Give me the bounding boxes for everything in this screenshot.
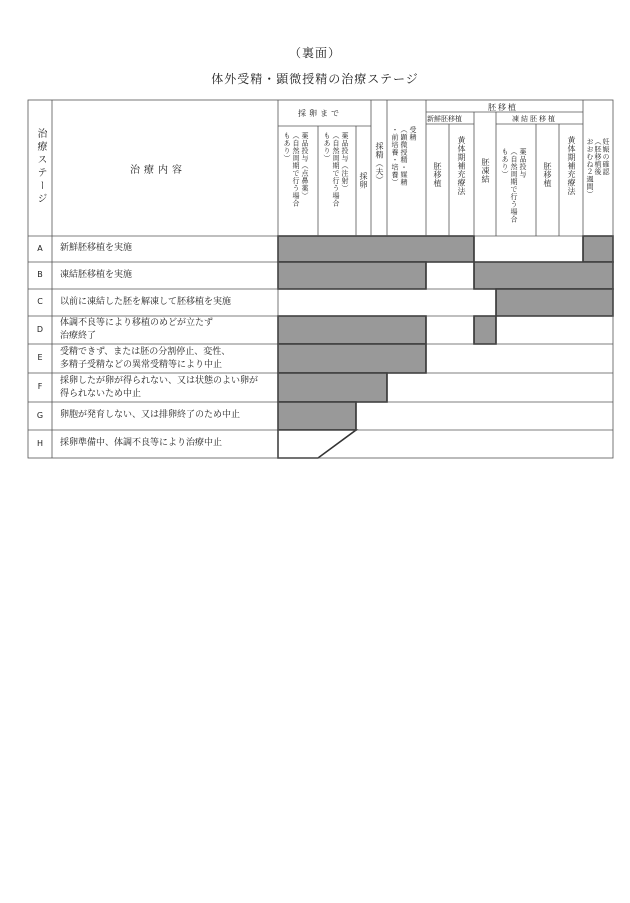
- header-yakuhin-tenbi: 薬品投与（点鼻薬） （自然周期で行う場合 もあり）: [283, 132, 309, 207]
- shade-C-1: [496, 289, 613, 316]
- header-touketsu-kotai: 黄体期補充療法: [567, 136, 576, 196]
- stage-H: H: [36, 439, 43, 448]
- header-sairan: 採卵: [359, 172, 368, 189]
- header-shinsen-kotai: 黄体期補充療法: [457, 136, 466, 196]
- shade-H-1: [278, 430, 356, 458]
- header-yakuhin-chusha: 薬品投与（注射） （自然周期で行う場合 もあり）: [323, 132, 349, 207]
- header-saisei: 採精（夫）: [375, 142, 384, 185]
- stage-E: E: [37, 353, 43, 362]
- stage-G: G: [36, 411, 44, 420]
- stage-B: B: [37, 270, 43, 279]
- header-shinsen-ishoku: 胚移植: [433, 162, 442, 188]
- shade-D-2: [474, 316, 496, 344]
- content-D: 体調不良等により移植のめどが立たず 治療終了: [60, 318, 214, 341]
- header-group-hai-ishoku: 胚移植: [488, 103, 518, 112]
- content-E: 受精できず、または胚の分割停止、変性、 多精子受精などの異常受精等により中止: [60, 347, 231, 370]
- shade-B-1: [278, 262, 426, 289]
- header-jusei: 受精 （顕微授精・媒精 ・前培養・培養）: [391, 126, 417, 186]
- shade-B-2: [474, 262, 613, 289]
- stage-C: C: [37, 297, 43, 306]
- page-side-label: （裏面）: [288, 46, 341, 60]
- header-subgroup-shinsen: 新鮮胚移植: [427, 115, 462, 123]
- content-F: 採卵したが卵が得られない、又は状態のよい卵が 得られないため中止: [60, 376, 259, 399]
- header-stage: 治療ステージ: [35, 128, 46, 206]
- header-group-saiteki: 採卵まで: [298, 109, 342, 118]
- stage-F: F: [37, 382, 43, 391]
- content-G: 卵胞が発育しない、又は排卵終了のため中止: [60, 410, 241, 420]
- content-H: 採卵準備中、体調不良等により治療中止: [60, 438, 223, 448]
- shade-D-1: [278, 316, 426, 344]
- stage-A: A: [37, 244, 43, 253]
- shade-F-1: [278, 373, 387, 402]
- content-B: 凍結胚移植を実施: [60, 270, 133, 280]
- content-A: 新鮮胚移植を実施: [60, 243, 133, 253]
- shade-E-1: [278, 344, 426, 373]
- stage-D: D: [36, 325, 44, 334]
- header-content: 治療内容: [130, 165, 186, 176]
- header-touketsu: 胚凍結: [481, 158, 490, 184]
- shade-A-2: [583, 236, 613, 262]
- content-C: 以前に凍結した胚を解凍して胚移植を実施: [60, 297, 232, 307]
- header-touketsu-ishoku: 胚移植: [543, 162, 552, 188]
- header-subgroup-touketsu: 凍結胚移植: [512, 115, 557, 123]
- header-ninshin: 妊娠の確認 （胚移植後 おおむね２週間）: [586, 138, 610, 198]
- page-title: 体外受精・顕微授精の治療ステージ: [211, 72, 419, 86]
- header-touketsu-yakuhin: 薬品投与 （自然周期で行う場合 もあり）: [501, 148, 527, 223]
- shade-G-1: [278, 402, 356, 430]
- shade-A-1: [278, 236, 474, 262]
